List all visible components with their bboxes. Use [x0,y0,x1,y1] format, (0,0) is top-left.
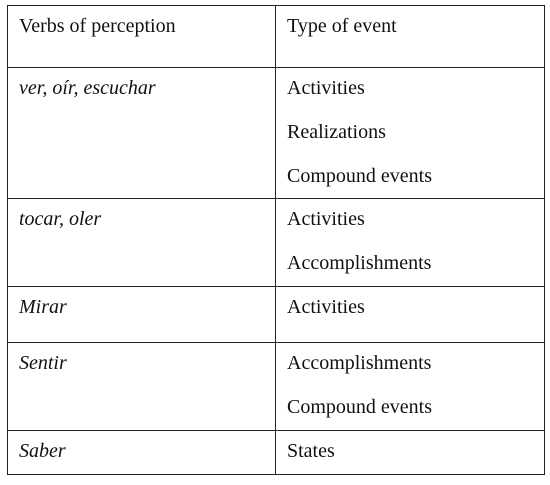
table-row [8,287,545,343]
event-cell [276,343,545,431]
verb-cell: tocar, oler [8,199,276,287]
event-type: Compound events [287,396,432,418]
verb-cell: ver, oír, escuchar [8,68,276,199]
event-cell [276,68,545,199]
table-header-row [8,6,545,68]
event-type: Compound events [287,165,432,187]
event-type: Activities [287,208,365,230]
event-type: Accomplishments [287,252,432,274]
header-verbs-of-perception: Verbs of perception [8,6,276,68]
event-type: Realizations [287,121,386,143]
verb-cell: Sentir [8,343,276,431]
event-cell [276,199,545,287]
event-type: Accomplishments [287,352,432,374]
perception-verbs-table [7,5,545,475]
event-cell [276,431,545,475]
table-row [8,68,545,199]
event-type: States [287,440,335,462]
table-row [8,343,545,431]
event-type: Activities [287,77,365,99]
table-row [8,431,545,475]
verb-cell: Mirar [8,287,276,343]
verb-cell: Saber [8,431,276,475]
event-type: Activities [287,296,365,318]
event-cell [276,287,545,343]
table-row [8,199,545,287]
header-type-of-event: Type of event [276,6,545,68]
